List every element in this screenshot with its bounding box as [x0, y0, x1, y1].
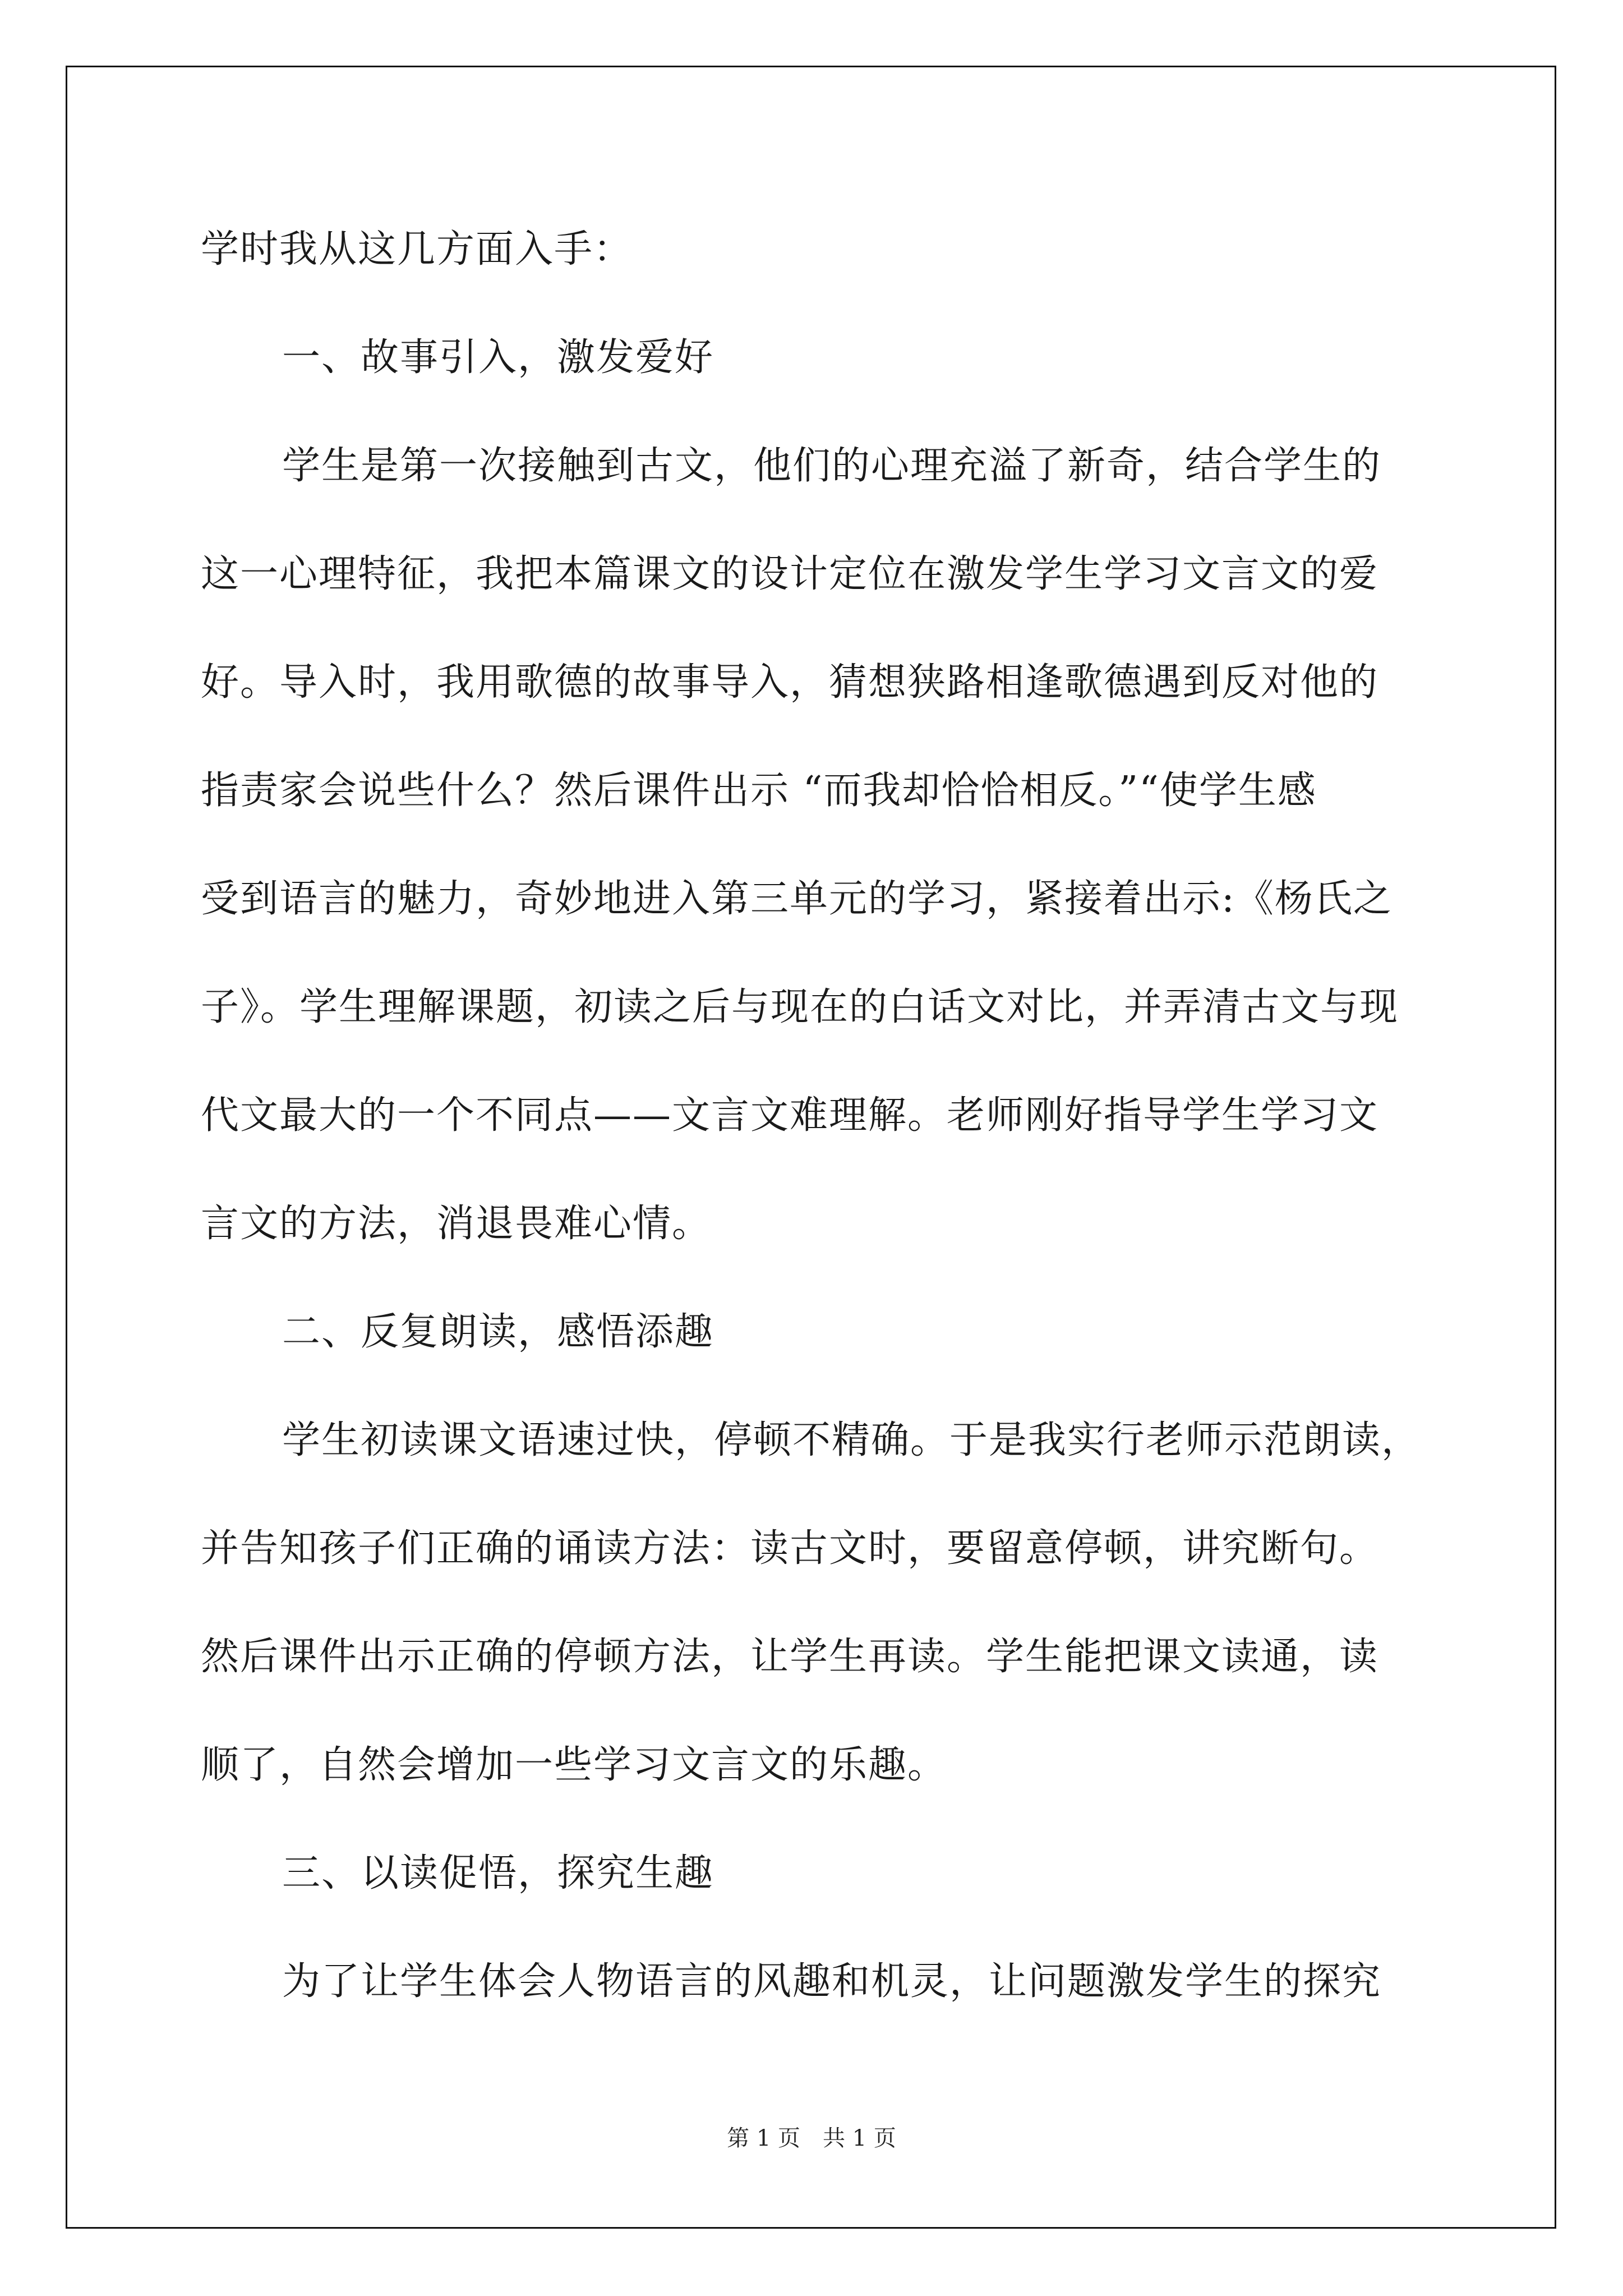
paragraph-1-line-7: 代文最大的一个不同点——文言文难理解。老师刚好指导学生学习文: [201, 1093, 1379, 1138]
paragraph-1-line-5: 受到语言的魅力，奇妙地进入第三单元的学习，紧接着出示:《杨氏之: [201, 877, 1393, 921]
paragraph-1-line-3: 好。导入时，我用歌德的故事导入，猜想狭路相逢歌德遇到反对他的: [201, 660, 1379, 705]
paragraph-1-line-6: 子》。学生理解课题，初读之后与现在的白话文对比，并弄清古文与现: [201, 985, 1399, 1029]
page-border: [66, 66, 1556, 2229]
paragraph-2-line-1: 学生初读课文语速过快，停顿不精确。于是我实行老师示范朗读，: [282, 1418, 1421, 1462]
paragraph-1-line-1: 学生是第一次接触到古文，他们的心理充溢了新奇，结合学生的: [282, 444, 1382, 488]
paragraph-3-line-1: 为了让学生体会人物语言的风趣和机灵，让问题激发学生的探究: [282, 1959, 1382, 2004]
section-heading-2: 二、反复朗读，感悟添趣: [282, 1310, 714, 1354]
paragraph-2-line-4: 顺了，自然会增加一些学习文言文的乐趣。: [201, 1743, 947, 1787]
section-heading-3: 三、以读促悟，探究生趣: [282, 1851, 714, 1895]
paragraph-1-line-2: 这一心理特征，我把本篇课文的设计定位在激发学生学习文言文的爱: [201, 552, 1379, 596]
paragraph-2-line-2: 并告知孩子们正确的诵读方法：读古文时，要留意停顿，讲究断句。: [201, 1526, 1379, 1571]
text-line-1: 学时我从这几方面入手：: [201, 227, 633, 272]
page-number-footer: 第 1 页 共 1 页: [727, 2125, 896, 2151]
paragraph-2-line-3: 然后课件出示正确的停顿方法，让学生再读。学生能把课文读通，读: [201, 1635, 1379, 1679]
paragraph-1-line-8: 言文的方法，消退畏难心情。: [201, 1202, 712, 1246]
section-heading-1: 一、故事引入，激发爱好: [282, 335, 714, 380]
paragraph-1-line-4: 指责家会说些什么？然后课件出示 “而我却恰恰相反。”“使学生感: [201, 769, 1317, 813]
